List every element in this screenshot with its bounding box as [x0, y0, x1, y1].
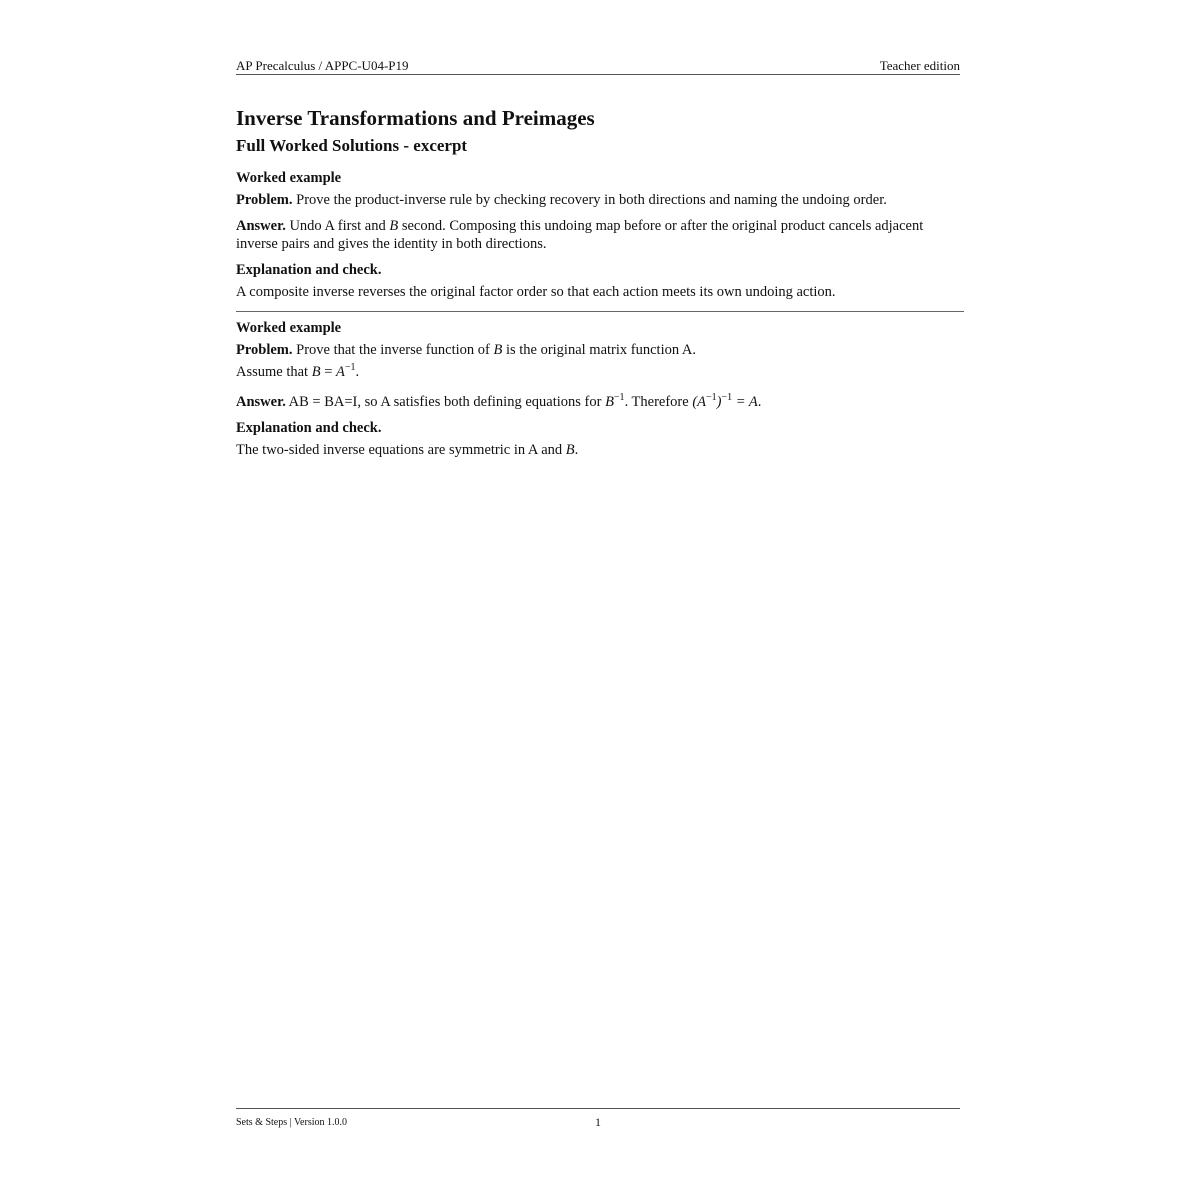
page-header: [236, 58, 960, 75]
answer-statement: [236, 393, 964, 411]
problem-label: Problem.: [236, 342, 293, 358]
answer-text: . Therefore: [624, 394, 689, 410]
page-title: Inverse Transformations and Preimages: [236, 106, 595, 130]
explanation-heading: Explanation and check.: [236, 262, 382, 278]
punctuation: .: [757, 394, 762, 410]
math-exponent: −1: [613, 392, 625, 403]
section-divider: [236, 311, 964, 312]
example-heading: Worked example: [236, 170, 342, 186]
math-exponent: −1: [706, 392, 717, 403]
document-body: [236, 104, 964, 459]
problem-label: Problem.: [236, 192, 293, 208]
explanation-text: [236, 441, 964, 459]
punctuation: .: [355, 364, 360, 380]
math-exponent: −1: [721, 392, 733, 403]
problem-text: Prove the product-inverse rule by checking recovery in both directions and naming the undoing order.: [296, 192, 887, 208]
answer-label: Answer.: [236, 394, 286, 410]
worked-example-2: [236, 318, 964, 459]
math-formula: [692, 394, 757, 410]
math-operator: =: [324, 364, 333, 380]
explanation-body: The two-sided inverse equations are symmetric in A and: [236, 442, 563, 458]
problem-statement: [236, 191, 964, 209]
page-subtitle: Full Worked Solutions - excerpt: [236, 136, 468, 155]
assumption-text: Assume that: [236, 364, 309, 380]
explanation-text: A composite inverse reverses the original factor order so that each action meets its own undoing action.: [236, 284, 836, 300]
math-variable: B: [565, 442, 575, 458]
page-number: 1: [595, 1115, 601, 1129]
math-variable: B: [493, 342, 503, 358]
problem-text: is the original matrix function A.: [505, 342, 697, 358]
math-variable: B: [389, 218, 399, 234]
edition-label: Teacher edition: [879, 58, 960, 73]
problem-statement: [236, 341, 964, 359]
answer-text: second. Composing this undoing map before or after the original product cancels adjacent inverse pairs and gives the identity in both directions.: [236, 218, 924, 252]
course-code: AP Precalculus / APPC-U04-P19: [236, 58, 409, 73]
page-footer: [236, 1108, 960, 1133]
answer-statement: [236, 217, 964, 253]
math-exponent: −1: [344, 362, 356, 373]
math-variable: B: [311, 364, 321, 380]
math-variable: B: [605, 394, 614, 410]
assumption: [236, 363, 964, 381]
punctuation: .: [574, 442, 579, 458]
worked-example-1: [236, 168, 964, 301]
formula-open: (A: [692, 394, 707, 410]
example-heading: Worked example: [236, 320, 342, 336]
answer-label: Answer.: [236, 218, 286, 234]
footer-version: Sets & Steps | Version 1.0.0: [236, 1117, 347, 1128]
answer-text: Undo A first and: [289, 218, 386, 234]
explanation-heading: Explanation and check.: [236, 420, 382, 436]
answer-text: AB = BA=I, so A satisfies both defining equations for: [288, 394, 602, 410]
formula-rhs: = A: [735, 394, 758, 410]
math-variable: A: [336, 364, 345, 380]
formula-close: ): [716, 394, 722, 410]
problem-text: Prove that the inverse function of: [296, 342, 490, 358]
